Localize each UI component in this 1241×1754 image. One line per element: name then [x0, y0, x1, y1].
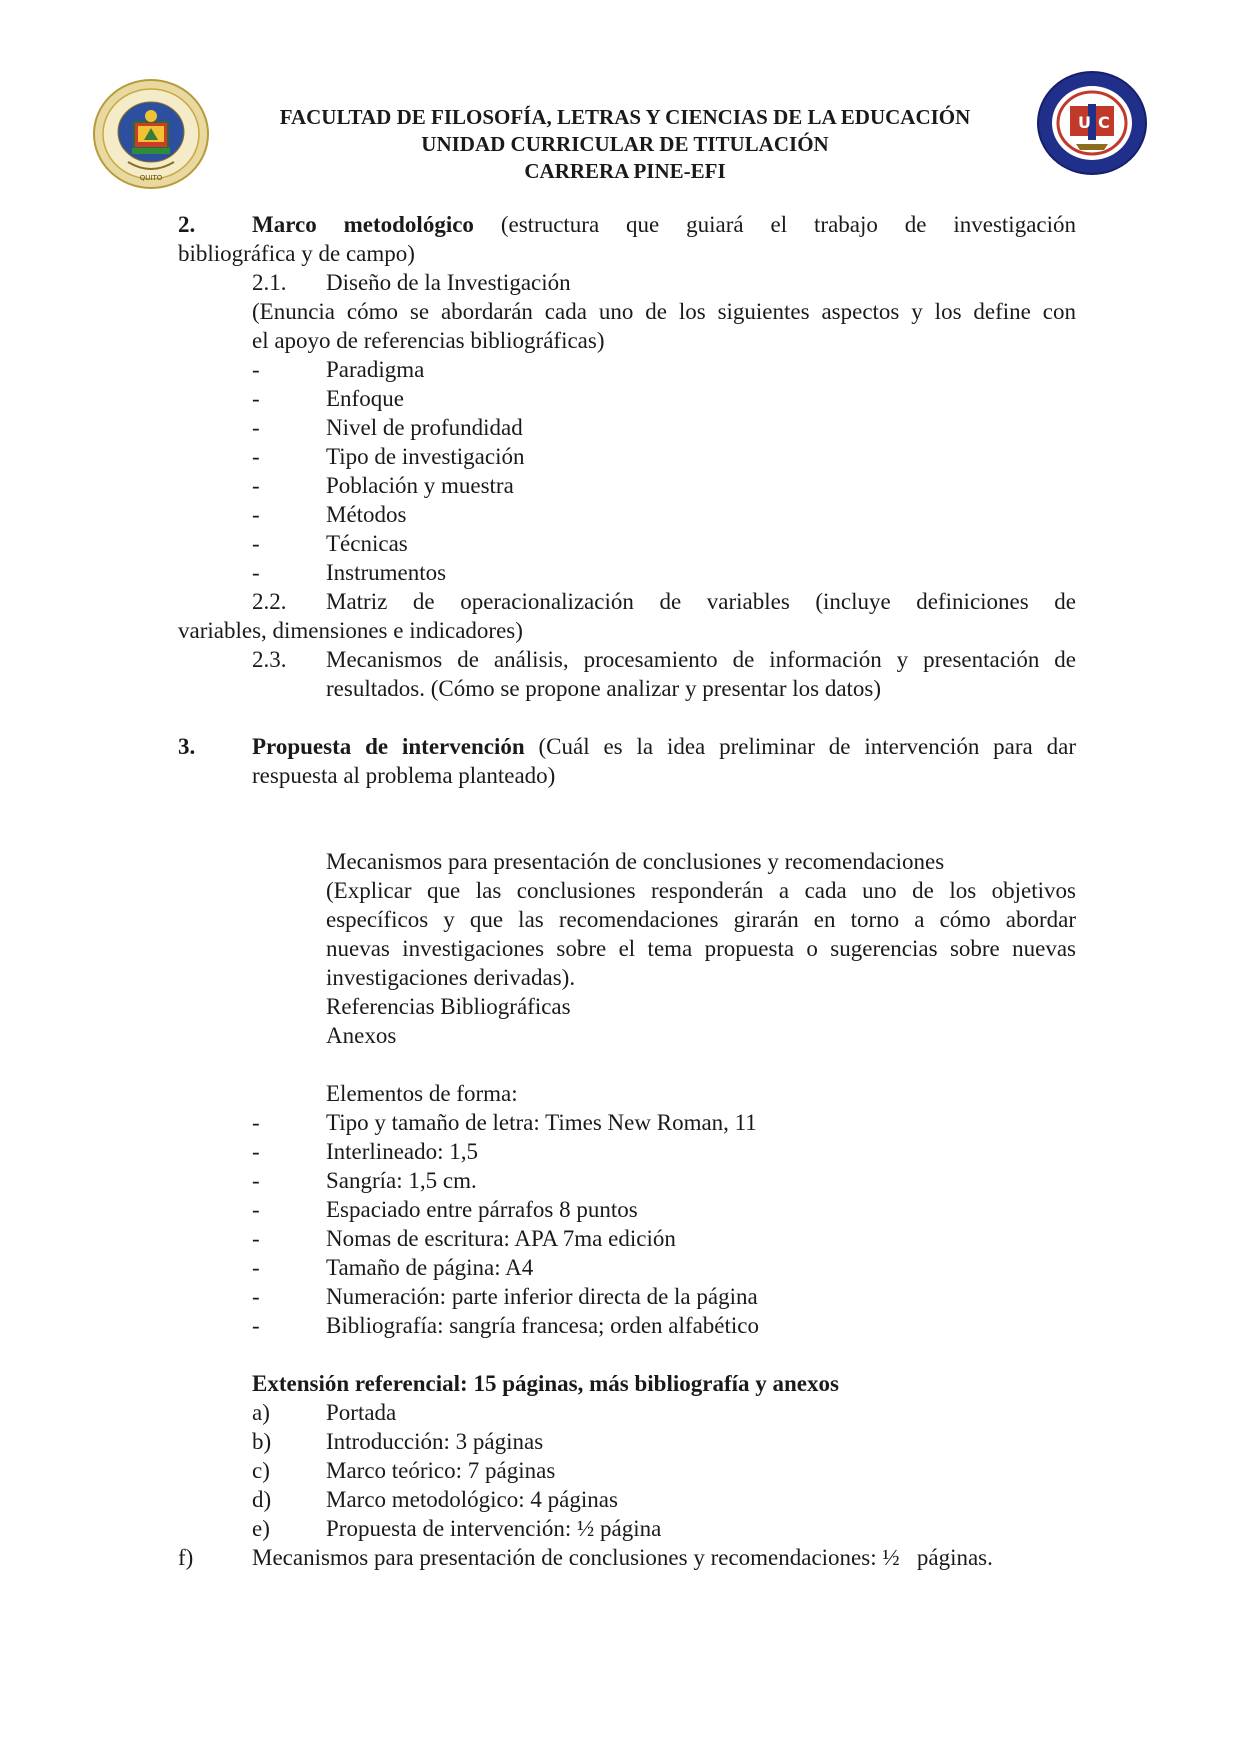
bullet-dash: - — [252, 1226, 260, 1251]
header-unit: UNIDAD CURRICULAR DE TITULACIÓN — [421, 132, 829, 156]
section-2-heading — [178, 210, 1076, 239]
section-number: 2. — [178, 212, 196, 237]
header-career: CARRERA PINE-EFI — [524, 159, 726, 183]
subsection-number: 2.1. — [252, 270, 287, 295]
bullet-dash: - — [252, 1197, 260, 1222]
bullet-dash: - — [252, 444, 260, 469]
university-seal-logo — [92, 78, 210, 190]
list-item: Propuesta de intervención: ½ página — [326, 1516, 662, 1541]
subsection-number: 2.3. — [252, 647, 287, 672]
bullet-dash: - — [252, 1139, 260, 1164]
list-item: Métodos — [326, 502, 407, 527]
subsection-title: Diseño de la Investigación — [326, 270, 571, 295]
list-item: Técnicas — [326, 531, 408, 556]
bullet-dash: - — [252, 1110, 260, 1135]
mechanisms-paragraph-line: específicos y que las recomendaciones girarán en torno a cómo abordar — [326, 907, 1076, 932]
svg-text:U: U — [1078, 113, 1091, 132]
header-faculty: FACULTAD DE FILOSOFÍA, LETRAS Y CIENCIAS DE LA EDUCACIÓN — [279, 105, 971, 129]
bullet-dash: - — [252, 502, 260, 527]
item-letter: f) — [178, 1545, 194, 1570]
svg-text:C: C — [1098, 113, 1110, 132]
item-letter: c) — [252, 1458, 270, 1483]
list-item: Mecanismos para presentación de conclusiones y recomendaciones: ½ páginas. — [252, 1545, 993, 1570]
list-item: Tipo y tamaño de letra: Times New Roman, 11 — [326, 1110, 757, 1135]
document-header — [230, 104, 1020, 185]
list-item: Marco metodológico: 4 páginas — [326, 1487, 618, 1512]
list-item: Tipo de investigación — [326, 444, 525, 469]
subsection-text: Matriz de operacionalización de variables (incluye definiciones de — [326, 589, 1076, 614]
references-heading: Referencias Bibliográficas — [326, 994, 571, 1019]
list-item: Espaciado entre párrafos 8 puntos — [326, 1197, 638, 1222]
list-item: Nomas de escritura: APA 7ma edición — [326, 1226, 676, 1251]
subsection-2-2-cont: variables, dimensiones e indicadores) — [178, 618, 523, 643]
mechanisms-paragraph-line: nuevas investigaciones sobre el tema propuesta o sugerencias sobre nuevas — [326, 936, 1076, 961]
item-letter: e) — [252, 1516, 270, 1541]
bullet-dash: - — [252, 1168, 260, 1193]
list-item: Enfoque — [326, 386, 404, 411]
form-elements-title: Elementos de forma: — [326, 1081, 518, 1106]
bullet-dash: - — [252, 1313, 260, 1338]
bullet-dash: - — [252, 357, 260, 382]
list-item: Sangría: 1,5 cm. — [326, 1168, 477, 1193]
bullet-dash: - — [252, 473, 260, 498]
list-item: Numeración: parte inferior directa de la página — [326, 1284, 758, 1309]
subsection-2-1-desc-cont: el apoyo de referencias bibliográficas) — [252, 328, 605, 353]
section-number: 3. — [178, 734, 196, 759]
list-item: Población y muestra — [326, 473, 514, 498]
section-3-description-cont: respuesta al problema planteado) — [252, 763, 556, 788]
mechanisms-paragraph-line: (Explicar que las conclusiones responderán a cada uno de los objetivos — [326, 878, 1076, 903]
section-description: (Cuál es la idea preliminar de intervención para dar — [538, 734, 1076, 759]
list-item: Portada — [326, 1400, 397, 1425]
section-2-description-cont: bibliográfica y de campo) — [178, 241, 415, 266]
annexes-heading: Anexos — [326, 1023, 397, 1048]
seal-bottom-text: QUITO — [139, 174, 163, 182]
subsection-2-1 — [178, 268, 1076, 297]
list-item: Introducción: 3 páginas — [326, 1429, 544, 1454]
list-item: Nivel de profundidad — [326, 415, 523, 440]
list-item: Paradigma — [326, 357, 425, 382]
mechanisms-title: Mecanismos para presentación de conclusiones y recomendaciones — [326, 849, 945, 874]
subsection-text: Mecanismos de análisis, procesamiento de información y presentación de — [326, 647, 1076, 672]
subsection-2-1-desc: (Enuncia cómo se abordarán cada uno de los siguientes aspectos y los define con — [252, 299, 1076, 324]
list-item: Bibliografía: sangría francesa; orden alfabético — [326, 1313, 759, 1338]
bullet-dash: - — [252, 386, 260, 411]
subsection-2-2 — [178, 587, 1076, 616]
document-body — [178, 210, 1076, 1572]
subsection-2-3 — [178, 645, 1076, 674]
section-description: (estructura que guiará el trabajo de investigación — [500, 212, 1077, 237]
list-item: Marco teórico: 7 páginas — [326, 1458, 556, 1483]
section-title: Propuesta de intervención — [252, 734, 525, 759]
bullet-dash: - — [252, 1255, 260, 1280]
list-item: Instrumentos — [326, 560, 447, 585]
section-3-heading — [178, 732, 1076, 761]
list-item: Tamaño de página: A4 — [326, 1255, 534, 1280]
bullet-dash: - — [252, 560, 260, 585]
bullet-dash: - — [252, 1284, 260, 1309]
subsection-number: 2.2. — [252, 589, 287, 614]
bullet-dash: - — [252, 531, 260, 556]
item-letter: a) — [252, 1400, 270, 1425]
list-item: Interlineado: 1,5 — [326, 1139, 479, 1164]
faculty-seal-logo — [1036, 70, 1148, 176]
subsection-2-3-cont: resultados. (Cómo se propone analizar y presentar los datos) — [326, 676, 882, 701]
item-letter: b) — [252, 1429, 272, 1454]
mechanisms-paragraph-line: investigaciones derivadas). — [326, 965, 576, 990]
bullet-dash: - — [252, 415, 260, 440]
extension-title: Extensión referencial: 15 páginas, más bibliografía y anexos — [252, 1371, 839, 1396]
item-letter: d) — [252, 1487, 272, 1512]
section-title: Marco metodológico — [252, 212, 474, 237]
